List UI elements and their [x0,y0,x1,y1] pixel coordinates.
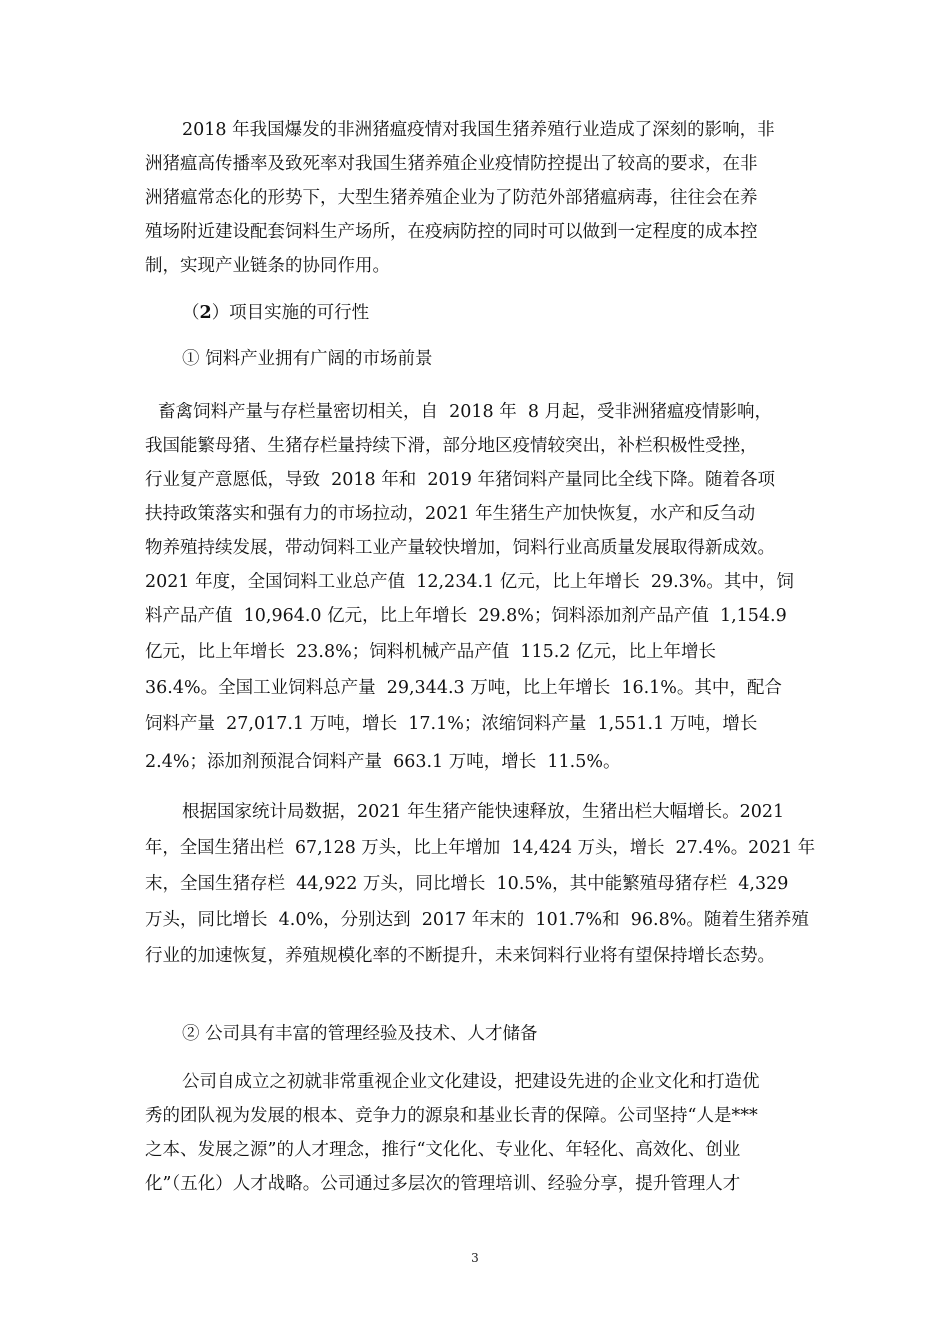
intro-paragraph-line: 制，实现产业链条的协同作用。 [145,256,390,276]
intro-paragraph-line: 2018 年我国爆发的非洲猪瘟疫情对我国生猪养殖行业造成了深刻的影响，非 [182,120,775,140]
market-paragraph-line: 物养殖持续发展，带动饲料工业产量较快增加，饲料行业高质量发展取得新成效。 [145,538,775,558]
market-paragraph-line: 2021 年度，全国饲料工业总产值 12,234.1 亿元，比上年增长 29.3%。其中，饲 [145,572,794,592]
stats-paragraph-line: 行业的加速恢复，养殖规模化率的不断提升，未来饲料行业将有望保持增长态势。 [145,946,775,966]
intro-paragraph-line: 洲猪瘟高传播率及致死率对我国生猪养殖企业疫情防控提出了较高的要求，在非 [145,154,758,174]
company-paragraph-line: 公司自成立之初就非常重视企业文化建设，把建设先进的企业文化和打造优 [182,1072,760,1092]
market-paragraph-line: 行业复产意愿低，导致 2018 年和 2019 年猪饲料产量同比全线下降。随着各项 [145,470,775,490]
market-paragraph-line: 料产品产值 10,964.0 亿元，比上年增长 29.8%；饲料添加剂产品产值 1,154.9 [145,606,787,626]
company-paragraph-line: 之本、发展之源”的人才理念，推行“文化化、专业化、年轻化、高效化、创业 [145,1140,741,1160]
market-paragraph-line: 2.4%；添加剂预混合饲料产量 663.1 万吨，增长 11.5%。 [145,752,621,772]
subheading-market-outlook: ① 饲料产业拥有广阔的市场前景 [182,349,433,369]
section-heading: （2）项目实施的可行性 [182,303,370,323]
section-number: 2 [199,303,212,323]
market-paragraph-line: 畜禽饲料产量与存栏量密切相关，自 2018 年 8 月起，受非洲猪瘟疫情影响， [158,402,773,422]
company-paragraph-line: 化”（五化）人才战略。公司通过多层次的管理培训、经验分享，提升管理人才 [145,1174,741,1194]
intro-paragraph-line: 殖场附近建设配套饲料生产场所，在疫病防控的同时可以做到一定程度的成本控 [145,222,758,242]
intro-paragraph-line: 洲猪瘟常态化的形势下，大型生猪养殖企业为了防范外部猪瘟病毒，往往会在养 [145,188,758,208]
stats-paragraph-line: 万头，同比增长 4.0%，分别达到 2017 年末的 101.7%和 96.8%。随着生猪养殖 [145,910,809,930]
page-number: 3 [471,1251,479,1265]
market-paragraph-line: 36.4%。全国工业饲料总产量 29,344.3 万吨，比上年增长 16.1%。其中，配合 [145,678,782,698]
subheading-management-experience: ② 公司具有丰富的管理经验及技术、人才储备 [182,1024,538,1044]
stats-paragraph-line: 年，全国生猪出栏 67,128 万头，比上年增加 14,424 万头，增长 27.4%。2021 年 [145,838,816,858]
market-paragraph-line: 亿元，比上年增长 23.8%；饲料机械产品产值 115.2 亿元，比上年增长 [145,642,717,662]
stats-paragraph-line: 根据国家统计局数据，2021 年生猪产能快速释放，生猪出栏大幅增长。2021 [182,802,785,822]
market-paragraph-line: 饲料产量 27,017.1 万吨，增长 17.1%；浓缩饲料产量 1,551.1 万吨，增长 [145,714,758,734]
stats-paragraph-line: 末，全国生猪存栏 44,922 万头，同比增长 10.5%，其中能繁殖母猪存栏 4,329 [145,874,789,894]
market-paragraph-line: 我国能繁母猪、生猪存栏量持续下滑，部分地区疫情较突出，补栏积极性受挫， [145,436,758,456]
company-paragraph-line: 秀的团队视为发展的根本、竞争力的源泉和基业长青的保障。公司坚持“人是*** [145,1106,758,1126]
market-paragraph-line: 扶持政策落实和强有力的市场拉动，2021 年生猪生产加快恢复，水产和反刍动 [145,504,756,524]
